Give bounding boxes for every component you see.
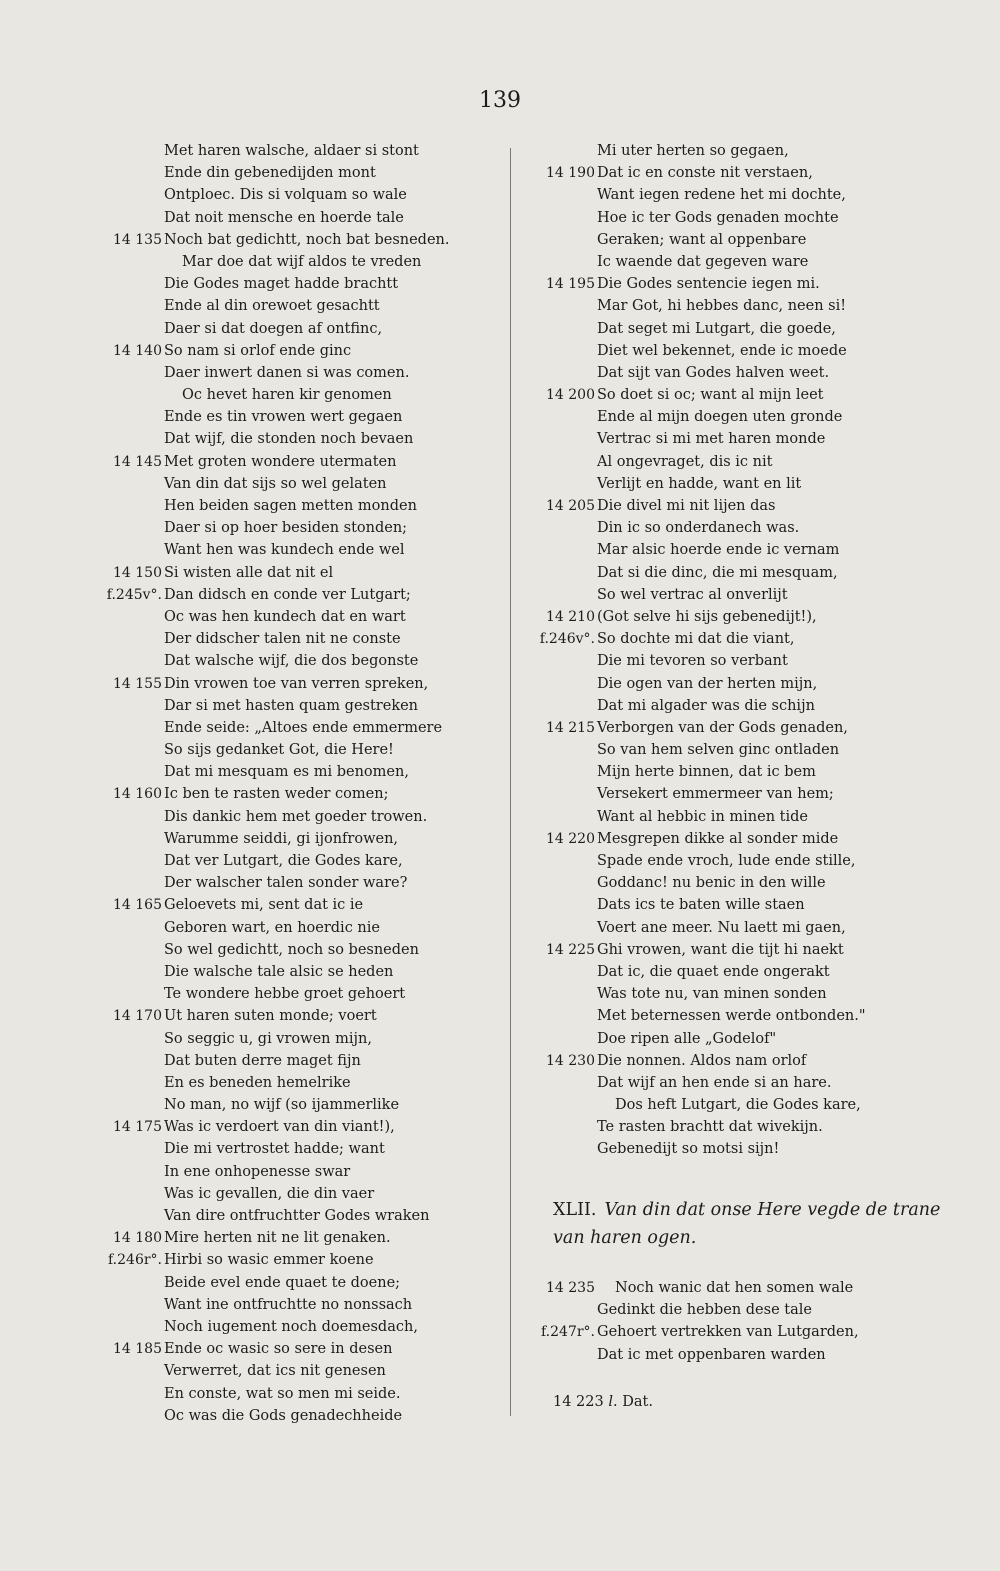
- line-number: f.246r°.: [108, 1252, 162, 1269]
- right-column: [533, 140, 973, 1161]
- verse-text: Verlijt en hadde, want en lit: [597, 475, 802, 492]
- verse-line: [100, 1183, 500, 1205]
- verse-line: [100, 606, 500, 628]
- verse-line: [533, 584, 973, 606]
- verse-line: [100, 584, 500, 606]
- verse-text: So dochte mi dat die viant,: [597, 631, 795, 648]
- line-number: 14 160: [113, 786, 162, 803]
- line-number: 14 170: [113, 1008, 162, 1025]
- verse-text: Si wisten alle dat nit el: [164, 564, 334, 581]
- verse-text: So wel gedichtt, noch so besneden: [164, 941, 419, 958]
- verse-line: [533, 562, 973, 584]
- verse-line: [533, 828, 973, 850]
- verse-text: Dar si met hasten quam gestreken: [164, 697, 419, 714]
- verse-text: Verborgen van der Gods genaden,: [597, 719, 848, 736]
- verse-text: So wel vertrac al onverlijt: [597, 586, 788, 603]
- verse-line: [533, 340, 973, 362]
- verse-text: Was tote nu, van minen sonden: [597, 986, 827, 1003]
- verse-line: [533, 140, 973, 162]
- verse-text: Met beternessen werde ontbonden.": [597, 1008, 866, 1025]
- verse-text: Oc was hen kundech dat en wart: [164, 608, 406, 625]
- verse-line: [100, 717, 500, 739]
- verse-text: Mijn herte binnen, dat ic bem: [597, 764, 816, 781]
- verse-line: [533, 1277, 973, 1299]
- verse-line: [100, 1138, 500, 1160]
- verse-text: Hoe ic ter Gods genaden mochte: [597, 209, 839, 226]
- line-number: 14 135: [113, 231, 162, 248]
- verse-line: [533, 695, 973, 717]
- line-number: 14 150: [113, 564, 162, 581]
- verse-text: Beide evel ende quaet te doene;: [164, 1274, 401, 1291]
- verse-text: Dat mi algader was die schijn: [597, 697, 815, 714]
- chapter-title: Van din dat onse Here vegde de trane van haren ogen.: [553, 1200, 941, 1248]
- verse-text: Die mi tevoren so verbant: [597, 653, 788, 670]
- verse-line: [100, 1294, 500, 1316]
- right-column-continued: [533, 1277, 973, 1366]
- verse-text: Want iegen redene het mi dochte,: [597, 187, 846, 204]
- chapter-number: XLII.: [553, 1200, 597, 1220]
- line-number: 14 220: [546, 830, 595, 847]
- verse-line: [533, 1299, 973, 1321]
- verse-text: Din vrowen toe van verren spreken,: [164, 675, 429, 692]
- line-number: 14 215: [546, 719, 595, 736]
- verse-text: Die nonnen. Aldos nam orlof: [597, 1052, 807, 1069]
- verse-text: Was ic verdoert van din viant!),: [164, 1119, 395, 1136]
- line-number: 14 225: [546, 941, 595, 958]
- verse-text: Spade ende vroch, lude ende stille,: [597, 853, 856, 869]
- verse-text: So nam si orlof ende ginc: [164, 342, 352, 359]
- verse-text: Der walscher talen sonder ware?: [164, 875, 408, 892]
- verse-line: [533, 495, 973, 517]
- verse-line: [533, 406, 973, 428]
- verse-line: [533, 806, 973, 828]
- verse-text: Gehoert vertrekken van Lutgarden,: [597, 1324, 859, 1341]
- verse-text: So doet si oc; want al mijn leet: [597, 387, 824, 404]
- verse-line: [533, 451, 973, 473]
- verse-line: [533, 162, 973, 184]
- verse-text: Voert ane meer. Nu laett mi gaen,: [597, 919, 846, 936]
- verse-text: Din ic so onderdanech was.: [597, 520, 800, 537]
- verse-line: [100, 983, 500, 1005]
- verse-line: [533, 251, 973, 273]
- verse-text: Oc was die Gods genadechheide: [164, 1407, 403, 1424]
- verse-line: [100, 828, 500, 850]
- verse-text: Met haren walsche, aldaer si stont: [164, 143, 419, 159]
- verse-line: [533, 1005, 973, 1027]
- verse-line: [100, 384, 500, 406]
- verse-line: [533, 850, 973, 872]
- verse-line: [533, 1094, 973, 1116]
- line-number: 14 180: [113, 1230, 162, 1247]
- verse-line: [100, 207, 500, 229]
- verse-text: Mar Got, hi hebbes danc, neen si!: [597, 298, 847, 315]
- verse-line: [100, 539, 500, 561]
- verse-text: Dat mi mesquam es mi benomen,: [164, 764, 409, 781]
- verse-text: Geraken; want al oppenbare: [597, 231, 807, 248]
- column-divider: [510, 148, 511, 1416]
- verse-line: [100, 184, 500, 206]
- verse-line: [100, 1338, 500, 1360]
- verse-text: Te wondere hebbe groet gehoert: [164, 986, 406, 1003]
- verse-text: Goddanc! nu benic in den wille: [597, 875, 826, 892]
- verse-line: [100, 806, 500, 828]
- verse-line: [533, 717, 973, 739]
- verse-text: Noch bat gedichtt, noch bat besneden.: [164, 231, 450, 248]
- verse-line: [100, 1383, 500, 1405]
- verse-line: [100, 1205, 500, 1227]
- verse-line: [100, 140, 500, 162]
- verse-text: Geboren wart, en hoerdic nie: [164, 919, 380, 936]
- verse-line: [533, 1072, 973, 1094]
- line-number: 14 165: [113, 897, 162, 914]
- verse-line: [100, 850, 500, 872]
- verse-text: Hirbi so wasic emmer koene: [164, 1252, 374, 1269]
- verse-text: Ontploec. Dis si volquam so wale: [164, 187, 407, 204]
- verse-line: [100, 783, 500, 805]
- verse-line: [100, 1316, 500, 1338]
- verse-text: Warumme seiddi, gi ijonfrowen,: [164, 830, 399, 847]
- verse-line: [533, 673, 973, 695]
- verse-line: [533, 739, 973, 761]
- verse-line: [533, 1050, 973, 1072]
- verse-text: Van din dat sijs so wel gelaten: [164, 475, 387, 492]
- line-number: 14 210: [546, 608, 595, 625]
- verse-text: Dos heft Lutgart, die Godes kare,: [615, 1097, 861, 1114]
- verse-line: [533, 650, 973, 672]
- verse-line: [100, 1050, 500, 1072]
- verse-line: [533, 229, 973, 251]
- verse-text: Geloevets mi, sent dat ic ie: [164, 897, 364, 914]
- verse-text: So sijs gedanket Got, die Here!: [164, 742, 394, 759]
- verse-text: Ende din gebenedijden mont: [164, 165, 376, 182]
- chapter-heading: [553, 1196, 973, 1252]
- verse-text: Dat noit mensche en hoerde tale: [164, 209, 404, 226]
- verse-line: [533, 362, 973, 384]
- verse-text: Die ogen van der herten mijn,: [597, 675, 818, 692]
- footnote-ref: 14 223: [553, 1394, 604, 1410]
- verse-line: [533, 1028, 973, 1050]
- verse-line: [533, 517, 973, 539]
- line-number: 14 190: [546, 165, 595, 182]
- verse-text: Dat walsche wijf, die dos begonste: [164, 653, 419, 670]
- verse-line: [100, 340, 500, 362]
- verse-line: [533, 428, 973, 450]
- verse-text: Ende al din orewoet gesachtt: [164, 298, 380, 315]
- verse-text: Te rasten brachtt dat wivekijn.: [597, 1119, 823, 1136]
- verse-line: [533, 473, 973, 495]
- verse-line: [100, 761, 500, 783]
- verse-line: [100, 1360, 500, 1382]
- verse-line: [533, 872, 973, 894]
- line-number: 14 185: [113, 1341, 162, 1358]
- verse-text: Want al hebbic in minen tide: [597, 808, 808, 825]
- verse-line: [100, 1072, 500, 1094]
- verse-text: Ende es tin vrowen wert gegaen: [164, 409, 403, 426]
- verse-text: Dat seget mi Lutgart, die goede,: [597, 320, 836, 337]
- line-number: 14 205: [546, 498, 595, 514]
- verse-line: [533, 961, 973, 983]
- verse-text: Ut haren suten monde; voert: [164, 1008, 377, 1025]
- verse-line: [100, 939, 500, 961]
- verse-line: [533, 539, 973, 561]
- verse-line: [533, 783, 973, 805]
- verse-text: Dat sijt van Godes halven weet.: [597, 364, 830, 381]
- verse-line: [533, 384, 973, 406]
- verse-text: So van hem selven ginc ontladen: [597, 742, 840, 759]
- verse-line: [533, 939, 973, 961]
- verse-line: [533, 606, 973, 628]
- verse-text: Mar alsic hoerde ende ic vernam: [597, 542, 840, 559]
- verse-line: [100, 650, 500, 672]
- verse-line: [100, 562, 500, 584]
- line-number: f.246v°.: [539, 631, 595, 648]
- verse-text: Al ongevraget, dis ic nit: [597, 453, 773, 470]
- verse-line: [100, 1249, 500, 1271]
- verse-text: Mar doe dat wijf aldos te vreden: [182, 253, 422, 270]
- line-number: 14 195: [546, 276, 595, 293]
- verse-text: Mi uter herten so gegaen,: [597, 143, 789, 159]
- verse-line: [100, 318, 500, 340]
- verse-text: Dat buten derre maget fijn: [164, 1052, 361, 1069]
- verse-line: [100, 1161, 500, 1183]
- verse-text: So seggic u, gi vrowen mijn,: [164, 1030, 372, 1047]
- verse-line: [533, 894, 973, 916]
- verse-text: Ic waende dat gegeven ware: [597, 253, 809, 270]
- verse-text: Die Godes sentencie iegen mi.: [597, 276, 820, 293]
- verse-text: Ende seide: „Altoes ende emmermere: [164, 719, 443, 736]
- line-number: 14 155: [113, 675, 162, 692]
- verse-text: Mesgrepen dikke al sonder mide: [597, 830, 839, 847]
- verse-text: Gedinkt die hebben dese tale: [597, 1302, 812, 1319]
- verse-line: [533, 184, 973, 206]
- verse-line: [533, 273, 973, 295]
- verse-text: Noch iugement noch doemesdach,: [164, 1318, 418, 1335]
- verse-line: [100, 695, 500, 717]
- verse-text: Dats ics te baten wille staen: [597, 897, 805, 914]
- verse-line: [100, 1005, 500, 1027]
- line-number: 14 235: [546, 1280, 595, 1296]
- verse-line: [100, 1028, 500, 1050]
- verse-line: [100, 673, 500, 695]
- verse-line: [533, 1344, 973, 1366]
- verse-text: Oc hevet haren kir genomen: [182, 387, 392, 404]
- verse-line: [100, 1094, 500, 1116]
- verse-text: Diet wel bekennet, ende ic moede: [597, 342, 847, 359]
- verse-line: [100, 1227, 500, 1249]
- verse-line: [100, 162, 500, 184]
- page-number: 139: [479, 88, 521, 113]
- line-number: 14 175: [113, 1119, 162, 1136]
- verse-text: En conste, wat so men mi seide.: [164, 1385, 401, 1402]
- verse-text: Die walsche tale alsic se heden: [164, 963, 394, 980]
- verse-line: [100, 917, 500, 939]
- verse-line: [100, 961, 500, 983]
- verse-line: [100, 628, 500, 650]
- verse-text: Gebenedijt so motsi sijn!: [597, 1141, 780, 1158]
- verse-text: Dat ver Lutgart, die Godes kare,: [164, 853, 403, 869]
- verse-line: [533, 295, 973, 317]
- verse-line: [100, 428, 500, 450]
- verse-line: [533, 628, 973, 650]
- verse-text: Ende al mijn doegen uten gronde: [597, 409, 843, 426]
- verse-text: En es beneden hemelrike: [164, 1074, 351, 1091]
- verse-text: Daer inwert danen si was comen.: [164, 364, 410, 381]
- verse-line: [100, 1405, 500, 1427]
- verse-text: Dis dankic hem met goeder trowen.: [164, 808, 428, 825]
- verse-text: Dat wijf an hen ende si an hare.: [597, 1074, 832, 1091]
- verse-text: Dat ic met oppenbaren warden: [597, 1346, 826, 1363]
- verse-line: [100, 251, 500, 273]
- verse-text: In ene onhopenesse swar: [164, 1163, 351, 1180]
- verse-text: Dat ic, die quaet ende ongerakt: [597, 963, 830, 980]
- verse-text: Vertrac si mi met haren monde: [597, 431, 826, 448]
- verse-line: [533, 1116, 973, 1138]
- line-number: 14 140: [113, 342, 162, 359]
- verse-text: Daer si op hoer besiden stonden;: [164, 520, 408, 537]
- verse-line: [533, 917, 973, 939]
- verse-text: Daer si dat doegen af ontfinc,: [164, 320, 383, 337]
- verse-text: Van dire ontfruchtter Godes wraken: [164, 1208, 430, 1224]
- left-column: [100, 140, 500, 1427]
- verse-text: Dan didsch en conde ver Lutgart;: [164, 586, 411, 603]
- verse-text: Versekert emmermeer van hem;: [597, 786, 834, 803]
- verse-text: Met groten wondere utermaten: [164, 453, 397, 470]
- verse-text: Ende oc wasic so sere in desen: [164, 1341, 393, 1358]
- verse-line: [100, 517, 500, 539]
- line-number: 14 200: [546, 387, 595, 404]
- verse-line: [533, 1138, 973, 1160]
- line-number: f.245v°.: [106, 586, 162, 603]
- verse-line: [100, 229, 500, 251]
- footnote: [553, 1394, 653, 1410]
- verse-text: Was ic gevallen, die din vaer: [164, 1185, 375, 1202]
- verse-line: [100, 872, 500, 894]
- verse-text: Ghi vrowen, want die tijt hi naekt: [597, 941, 844, 958]
- verse-text: Noch wanic dat hen somen wale: [615, 1280, 854, 1296]
- verse-text: Mire herten nit ne lit genaken.: [164, 1230, 391, 1247]
- line-number: 14 230: [546, 1052, 595, 1069]
- line-number: 14 145: [113, 453, 162, 470]
- verse-text: Der didscher talen nit ne conste: [164, 631, 401, 648]
- verse-text: Die divel mi nit lijen das: [597, 498, 776, 514]
- verse-text: (Got selve hi sijs gebenedijt!),: [597, 608, 817, 625]
- verse-text: Want ine ontfruchtte no nonssach: [164, 1296, 413, 1313]
- verse-line: [100, 1272, 500, 1294]
- verse-line: [533, 761, 973, 783]
- verse-line: [533, 207, 973, 229]
- verse-line: [100, 495, 500, 517]
- verse-line: [100, 406, 500, 428]
- verse-text: Dat wijf, die stonden noch bevaen: [164, 431, 414, 448]
- footnote-letter: l.: [608, 1394, 618, 1410]
- line-number: f.247r°.: [541, 1324, 595, 1341]
- verse-text: Verwerret, dat ics nit genesen: [164, 1363, 386, 1380]
- verse-text: Die Godes maget hadde brachtt: [164, 276, 399, 293]
- footnote-text: Dat.: [622, 1394, 653, 1410]
- verse-text: No man, no wijf (so ijammerlike: [164, 1097, 400, 1114]
- verse-line: [533, 318, 973, 340]
- verse-line: [100, 894, 500, 916]
- verse-text: Want hen was kundech ende wel: [164, 542, 405, 559]
- verse-text: Dat ic en conste nit verstaen,: [597, 165, 813, 182]
- verse-text: Ic ben te rasten weder comen;: [164, 786, 389, 803]
- verse-line: [100, 473, 500, 495]
- verse-line: [533, 1321, 973, 1343]
- verse-text: Doe ripen alle „Godelof": [597, 1030, 777, 1047]
- verse-line: [100, 451, 500, 473]
- verse-line: [100, 1116, 500, 1138]
- verse-text: Dat si die dinc, die mi mesquam,: [597, 564, 838, 581]
- verse-line: [100, 362, 500, 384]
- verse-line: [533, 983, 973, 1005]
- verse-text: Hen beiden sagen metten monden: [164, 498, 417, 514]
- verse-line: [100, 273, 500, 295]
- verse-line: [100, 295, 500, 317]
- verse-text: Die mi vertrostet hadde; want: [164, 1141, 385, 1158]
- verse-line: [100, 739, 500, 761]
